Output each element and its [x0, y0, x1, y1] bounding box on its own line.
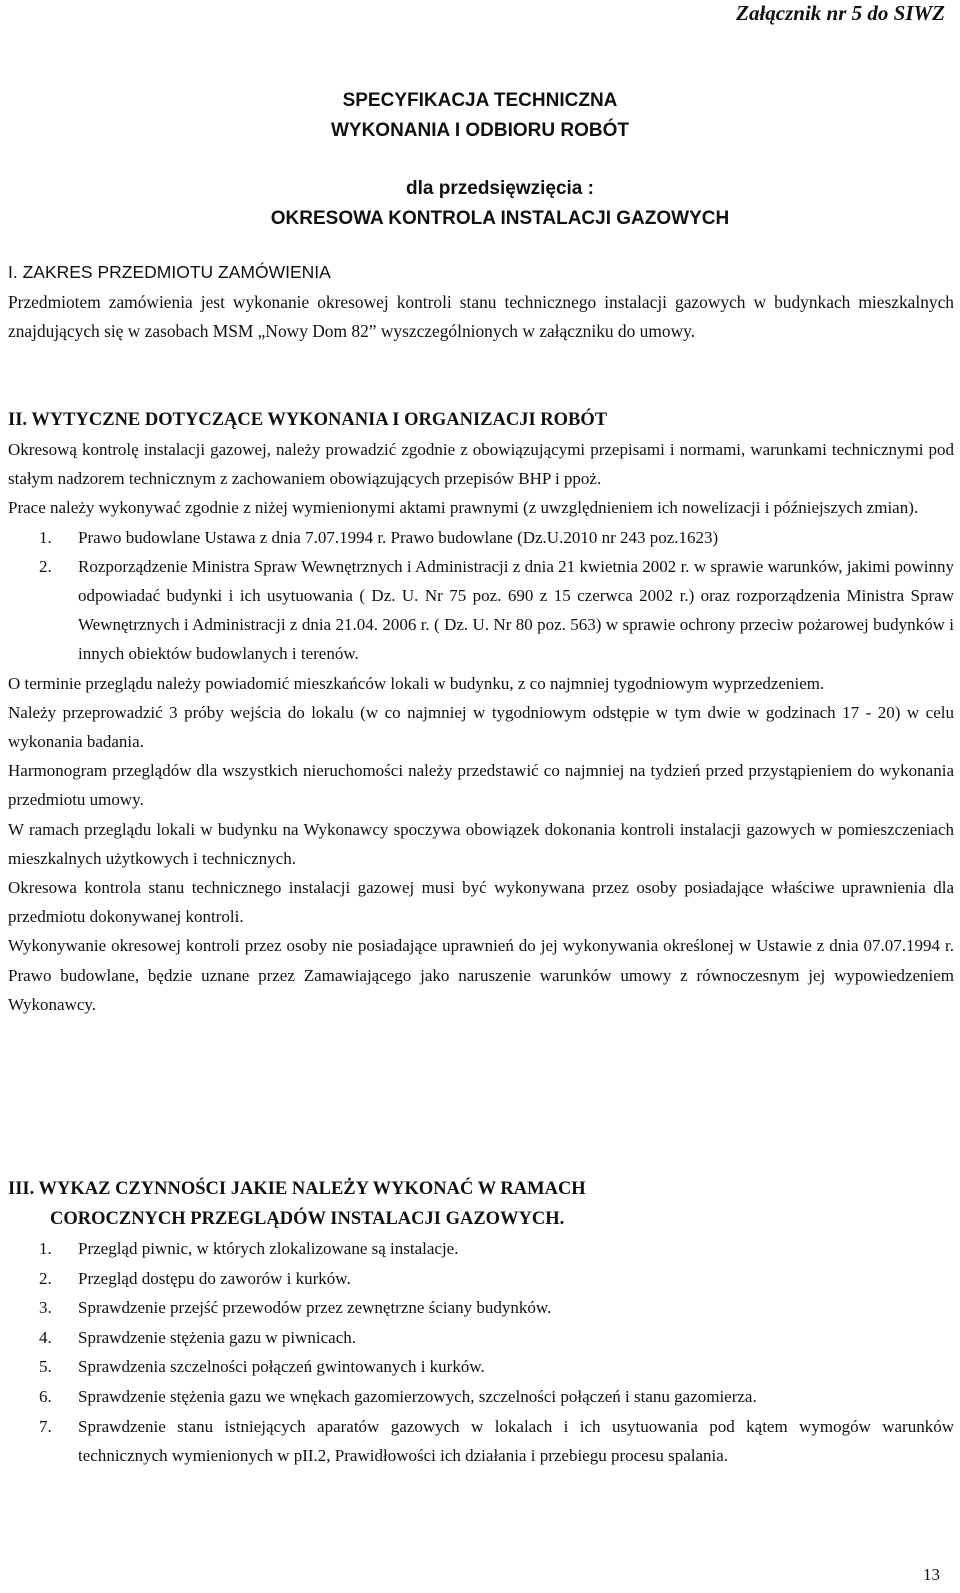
- activities-list: [8, 1234, 954, 1471]
- page-number: 13: [923, 1565, 940, 1584]
- list-item-text: Sprawdzenie stanu istniejących aparatów gazowych w lokalach i ich usytuowania pod kątem wymogów warunków technicznych wymienionych w pII.2, Prawidłowości ich działania i przebiegu procesu spalania.: [78, 1416, 954, 1466]
- list-item-number: 6.: [39, 1386, 52, 1406]
- list-item-number: 7.: [39, 1416, 52, 1436]
- list-item-number: 2.: [39, 1268, 52, 1288]
- list-item-text: Sprawdzenie stężenia gazu w piwnicach.: [78, 1327, 357, 1347]
- list-item: [8, 1293, 954, 1323]
- list-item-number: 2.: [39, 556, 52, 576]
- title-line-2: WYKONANIA I ODBIORU ROBÓT: [330, 120, 629, 141]
- section-3: [8, 1174, 954, 1471]
- section-1: [8, 258, 954, 347]
- section-2-paragraph-4: Należy przeprowadzić 3 próby wejścia do lokalu (w co najmniej w tygodniowym odstępie w tym dwie w godzinach 17 - 20) w celu wykonania badania.: [8, 702, 954, 752]
- list-item: [8, 552, 954, 669]
- list-item-number: 4.: [39, 1327, 52, 1347]
- list-item: [8, 1382, 954, 1412]
- title-line-1: SPECYFIKACJA TECHNICZNA: [342, 90, 618, 111]
- annex-label: Załącznik nr 5 do SIWZ: [736, 1, 945, 25]
- section-2-paragraph-6: W ramach przeglądu lokali w budynku na Wykonawcy spoczywa obowiązek dokonania kontroli instalacji gazowych w pomieszczeniach mieszkalnych użytkowych i technicznych.: [8, 819, 954, 868]
- list-item-number: 3.: [39, 1298, 52, 1318]
- section-2-paragraph-5: Harmonogram przeglądów dla wszystkich nieruchomości należy przedstawić co najmniej na tydzień przed przystąpieniem do wykonania przedmiotu umowy.: [8, 761, 954, 810]
- title-line-3: dla przedsięwzięcia :: [406, 178, 594, 199]
- laws-list: [8, 523, 954, 669]
- section-3-heading-line-2: COROCZNYCH PRZEGLĄDÓW INSTALACJI GAZOWYCH.: [50, 1209, 565, 1229]
- list-item-text: Sprawdzenie stężenia gazu we wnękach gazomierzowych, szczelności połączeń i stanu gazomierza.: [78, 1386, 757, 1406]
- section-2-paragraph-8: Wykonywanie okresowej kontroli przez osoby nie posiadające uprawnień do jej wykonywania określonej w Ustawie z dnia 07.07.1994 r. Prawo budowlane, będzie uznane przez Zamawiającego jako naruszenie warunków umowy z równoczesnym jej wypowiedzeniem Wykonawcy.: [8, 936, 954, 1014]
- list-item-text: Prawo budowlane Ustawa z dnia 7.07.1994 r. Prawo budowlane (Dz.U.2010 nr 243 poz.1623): [78, 527, 719, 547]
- section-2-paragraph-2: Prace należy wykonywać zgodnie z niżej wymienionymi aktami prawnymi (z uwzględnieniem ich nowelizacji i późniejszych zmian).: [8, 498, 919, 518]
- list-item-number: 5.: [39, 1357, 52, 1377]
- list-item: [8, 1412, 954, 1471]
- list-item-text: Sprawdzenia szczelności połączeń gwintowanych i kurków.: [78, 1357, 485, 1377]
- section-3-heading-line-1: III. WYKAZ CZYNNOŚCI JAKIE NALEŻY WYKONAĆ W RAMACH: [8, 1179, 586, 1199]
- list-item-number: 1.: [39, 527, 52, 547]
- list-item-text: Rozporządzenie Ministra Spraw Wewnętrznych i Administracji z dnia 21 kwietnia 2002 r. w sprawie warunków, jakimi powinny odpowiadać budynki i ich usytuowania ( Dz. U. Nr 75 poz. 690 z 15 czerwca 2002 r.) oraz rozporządzenia Ministra Spraw Wewnętrznych i Administracji z dnia 21.04. 2006 r. ( Dz. U. Nr 80 poz. 563) w sprawie ochrony przeciw pożarowej budynków i innych obiektów budowlanych i terenów.: [78, 556, 954, 664]
- list-item-text: Sprawdzenie przejść przewodów przez zewnętrzne ściany budynków.: [78, 1298, 552, 1318]
- list-item: [8, 1234, 954, 1264]
- section-2-paragraph-7: Okresowa kontrola stanu technicznego instalacji gazowej musi być wykonywana przez osoby posiadające właściwe uprawnienia dla przedmiotu dokonywanej kontroli.: [8, 878, 954, 927]
- list-item: [8, 1323, 954, 1353]
- list-item-number: 1.: [39, 1239, 52, 1258]
- project-title: [20, 174, 960, 234]
- section-3-heading: [8, 1174, 954, 1234]
- list-item: [8, 523, 954, 552]
- section-2-heading: II. WYTYCZNE DOTYCZĄCE WYKONANIA I ORGANIZACJI ROBÓT: [8, 410, 608, 430]
- list-item-text: Przegląd piwnic, w których zlokalizowane są instalacje.: [78, 1239, 459, 1258]
- title-line-4: OKRESOWA KONTROLA INSTALACJI GAZOWYCH: [270, 208, 730, 229]
- section-2: [8, 405, 954, 1019]
- list-item: [8, 1352, 954, 1382]
- section-2-paragraph-1: Okresową kontrolę instalacji gazowej, należy prowadzić zgodnie z obowiązującymi przepisami i normami, warunkami technicznymi pod stałym nadzorem technicznym z zachowaniem obowiązujących przepisów BHP i ppoż.: [8, 440, 954, 489]
- section-1-heading: I. ZAKRES PRZEDMIOTU ZAMÓWIENIA: [8, 262, 331, 282]
- document-title: [0, 86, 960, 146]
- section-2-paragraph-3: O terminie przeglądu należy powiadomić mieszkańców lokali w budynku, z co najmniej tygodniowym wyprzedzeniem.: [8, 673, 825, 693]
- list-item: [8, 1264, 954, 1294]
- list-item-text: Przegląd dostępu do zaworów i kurków.: [78, 1268, 351, 1288]
- section-1-text: Przedmiotem zamówienia jest wykonanie okresowej kontroli stanu technicznego instalacji gazowych w budynkach mieszkalnych znajdujących się w zasobach MSM „Nowy Dom 82” wyszczególnionych w załączniku do umowy.: [8, 291, 954, 342]
